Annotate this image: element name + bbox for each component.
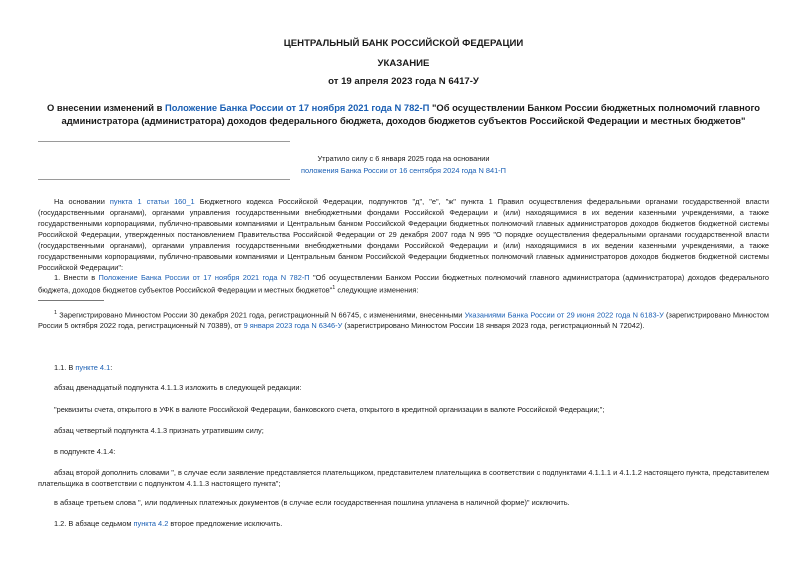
preamble-text-1: На основании bbox=[54, 197, 110, 206]
preamble-link[interactable]: пункта 1 статьи 160_1 bbox=[109, 197, 195, 206]
expired-link[interactable]: положения Банка России от 16 сентября 2024 года N 841-П bbox=[301, 166, 506, 175]
sub12-text-1: 1.2. В абзаце седьмом bbox=[54, 519, 134, 528]
footnote-link-2[interactable]: 9 января 2023 года N 6346-У bbox=[243, 321, 343, 331]
sub11-link[interactable]: пункте 4.1 bbox=[75, 363, 111, 372]
paragraph-1: абзац двенадцатый подпункта 4.1.1.3 изложить в следующей редакции: bbox=[54, 383, 302, 392]
paragraph-6: в абзаце третьем слова ", или подлинных платежных документов (в случае если государственная пошлина уплачена в наличной форме)" исключить. bbox=[54, 498, 570, 507]
footnote bbox=[38, 308, 769, 331]
paragraph-5: абзац второй дополнить словами ", в случае если заявление представляется плательщиком, представителем плательщика в соответствии с подпунктами 4.1.1.1 и 4.1.1.2 настоящего пункта, представителем плательщика в соответствии с подпунктом 4.1.1.3 настоящего пункта"; bbox=[38, 468, 769, 488]
item1-text-3: следующие изменения: bbox=[335, 285, 419, 295]
paragraph-4: в подпункте 4.1.4: bbox=[54, 447, 116, 456]
sub11-text-1: 1.1. В bbox=[54, 363, 76, 372]
footnote-text-3: (зарегистрировано Минюстом России 18 января 2023 года, регистрационный N 72042). bbox=[342, 321, 645, 331]
item1-footnote-ref[interactable]: 1 bbox=[332, 285, 336, 291]
expired-line: Утратило силу с 6 января 2025 года на основании bbox=[317, 154, 490, 163]
title-link[interactable]: Положение Банка России от 17 ноября 2021 года N 782-П bbox=[165, 102, 430, 113]
doc-date-number: от 19 апреля 2023 года N 6417-У bbox=[328, 76, 479, 87]
title-suffix: "Об осуществлении Банком России бюджетных полномочий главного администратора (администратора) доходов федерального бюджета, доходов бюджетов субъектов Российской Федерации и местных бюджетов" bbox=[61, 102, 761, 126]
sub12-text-2: второе предложение исключить. bbox=[168, 519, 283, 528]
preamble-text-2: Бюджетного кодекса Российской Федерации, подпунктов "д", "е", "ж" пункта 1 Правил осуществления федеральными органами государственной власти (государственными органами), органами управления государственными внебюджетными фондами Российской Федерации и (или) находящимися в их ведении казенными учреждениями, а также государственными корпорациями, публично-правовыми компаниями и Центральным банком Российской Федерации бюджетных полномочий главных администраторов доходов бюджетов бюджетной системы Российской Федерации, утвержденных постановлением Правительства Российской Федерации от 29 декабря 2007 года N 995 "О порядке осуществления федеральными органами государственной власти (государственными органами), органами управления государственными внебюджетными фондами Российской Федерации и (или) находящимися в их ведении казенными учреждениями, а также государственными корпорациями, публично-правовыми компаниями и Центральным банком Российской Федерации бюджетных полномочий главных администраторов доходов бюджетов бюджетной системы Российской Федерации": bbox=[38, 197, 769, 272]
divider-bottom bbox=[38, 179, 290, 180]
subitem-1-2 bbox=[38, 518, 769, 529]
sub12-link[interactable]: пункта 4.2 bbox=[133, 519, 169, 528]
org-name: ЦЕНТРАЛЬНЫЙ БАНК РОССИЙСКОЙ ФЕДЕРАЦИИ bbox=[283, 38, 524, 49]
preamble bbox=[38, 196, 769, 273]
footnote-mark: 1 bbox=[54, 310, 58, 316]
subitem-1-1 bbox=[38, 362, 769, 373]
footnote-text-2: (зарегистрировано Минюстом России 5 октября 2022 года, регистрационный N 70389), от bbox=[38, 310, 769, 331]
title-prefix: О внесении изменений в bbox=[46, 102, 165, 113]
doc-type: УКАЗАНИЕ bbox=[377, 58, 430, 69]
sub11-text-2: : bbox=[110, 363, 113, 372]
item1-text-2: "Об осуществлении Банком России бюджетных полномочий главного администратора (администратора) доходов федерального бюджета, доходов бюджетов субъектов Российской Федерации и местных бюджетов" bbox=[38, 273, 769, 295]
item1-link[interactable]: Положение Банка России от 17 ноября 2021 года N 782-П bbox=[98, 273, 310, 282]
footnote-text-1: Зарегистрировано Минюстом России 30 декабря 2021 года, регистрационный N 66745, с изменениями, внесенными bbox=[57, 310, 465, 320]
footnote-divider bbox=[38, 300, 104, 301]
footnote-link-1[interactable]: Указаниями Банка России от 29 июня 2022 года N 6183-У bbox=[464, 310, 664, 320]
expired-note bbox=[0, 153, 807, 177]
item-1 bbox=[38, 272, 769, 295]
paragraph-3: абзац четвертый подпункта 4.1.3 признать утратившим силу; bbox=[54, 426, 264, 435]
paragraph-2: "реквизиты счета, открытого в УФК в валюте Российской Федерации, банковского счета, открытого в кредитной организации в валюте Российской Федерации;"; bbox=[54, 405, 605, 414]
divider-top bbox=[38, 141, 290, 142]
item1-text-1: 1. Внести в bbox=[54, 273, 99, 282]
doc-title bbox=[40, 101, 767, 127]
